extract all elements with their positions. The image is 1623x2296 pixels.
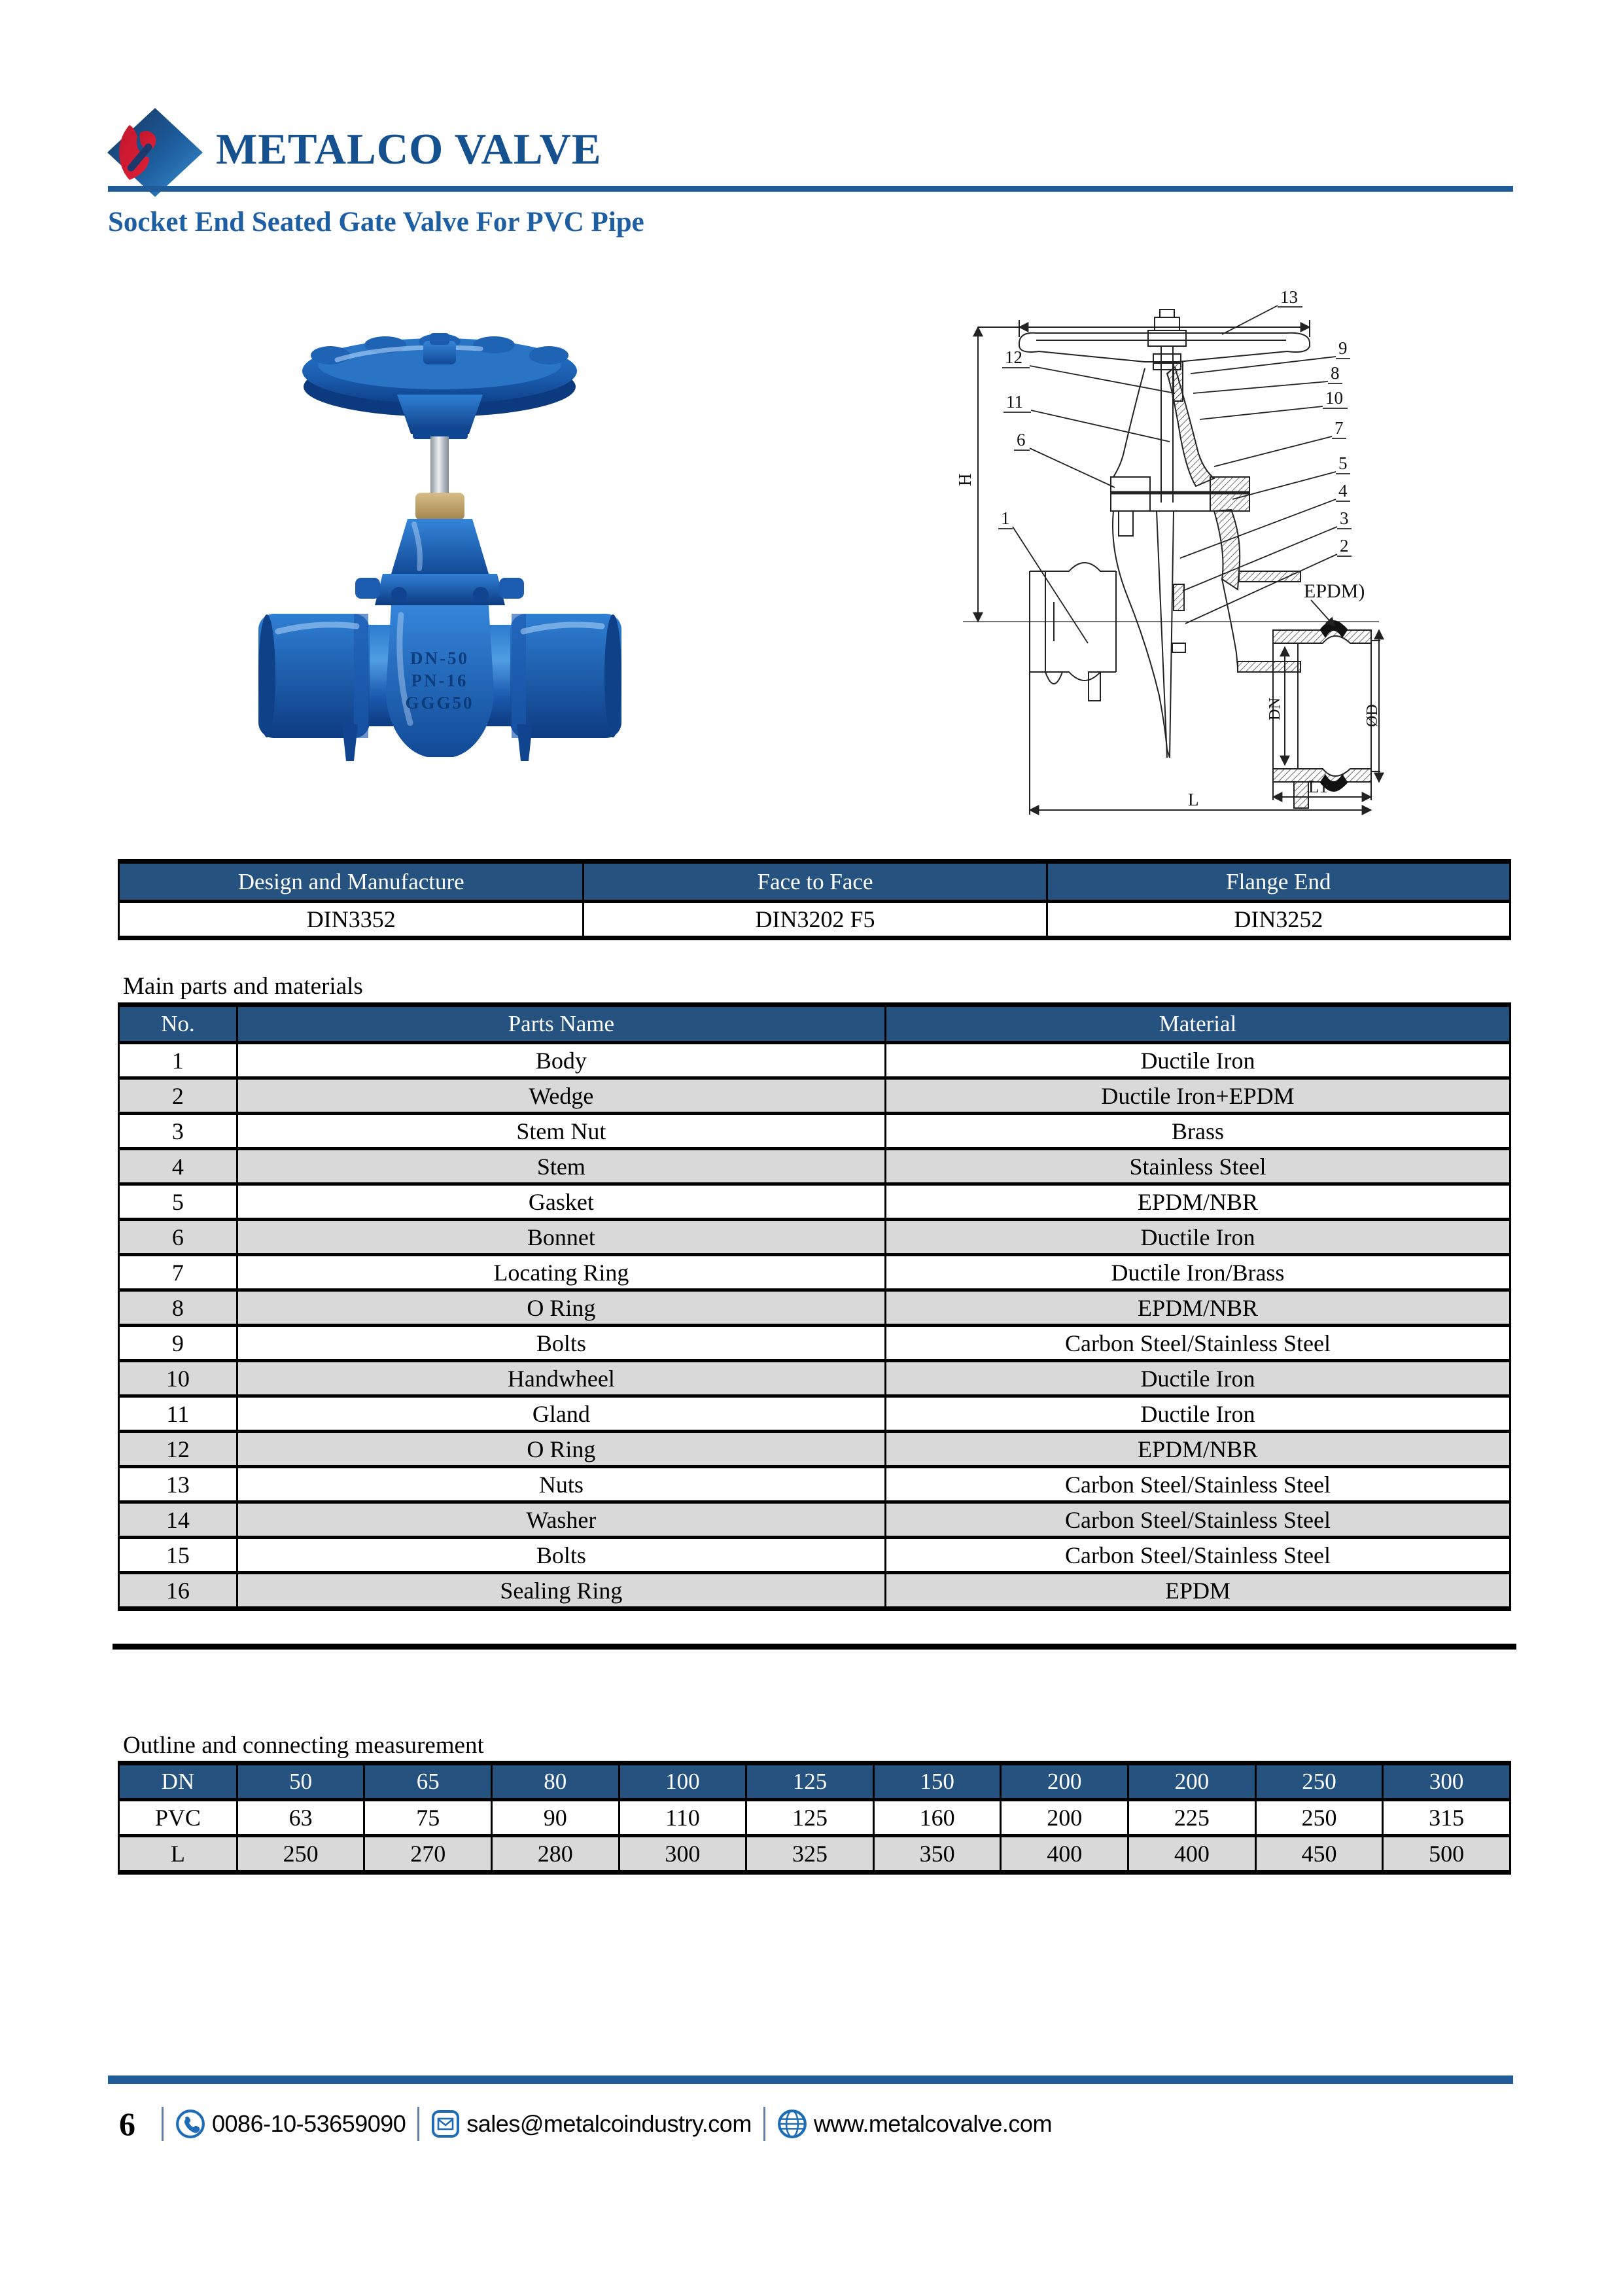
table-row: [119, 1396, 1510, 1432]
callout-9: 9: [1338, 338, 1348, 358]
dn-cell: 300: [1383, 1763, 1510, 1800]
part-name: Stem: [237, 1149, 885, 1184]
part-material: Stainless Steel: [885, 1149, 1510, 1184]
pvc-cell: 75: [364, 1800, 492, 1836]
seal-material-label: EPDM): [1304, 580, 1365, 602]
footer-website-text: www.metalcovalve.com: [813, 2110, 1052, 2137]
part-no: 8: [119, 1290, 237, 1326]
standards-value-flange: DIN3252: [1047, 902, 1510, 938]
pvc-cell: 200: [1001, 1800, 1128, 1836]
parts-table: [118, 1002, 1511, 1611]
table-row: [119, 1573, 1510, 1609]
part-material: Ductile Iron: [885, 1361, 1510, 1396]
callout-8: 8: [1331, 363, 1340, 383]
part-no: 14: [119, 1502, 237, 1538]
dn-cell: DN: [119, 1763, 237, 1800]
part-name: O Ring: [237, 1432, 885, 1467]
part-material: EPDM/NBR: [885, 1290, 1510, 1326]
page-title: Socket End Seated Gate Valve For PVC Pipe: [108, 207, 644, 238]
table-row: [119, 1220, 1510, 1255]
standards-header-face: Face to Face: [584, 862, 1047, 902]
part-material: Brass: [885, 1114, 1510, 1149]
l-cell: 250: [237, 1836, 364, 1873]
pvc-cell: 225: [1128, 1800, 1256, 1836]
embossed-dn: DN-50: [410, 648, 469, 668]
part-material: EPDM/NBR: [885, 1184, 1510, 1220]
part-no: 1: [119, 1043, 237, 1078]
dim-h-label: H: [955, 473, 975, 486]
dim-dn-label: DN: [1266, 698, 1283, 720]
part-no: 15: [119, 1538, 237, 1573]
dim-l-label: L: [1188, 790, 1199, 809]
dn-cell: 150: [873, 1763, 1001, 1800]
l-cell: 500: [1383, 1836, 1510, 1873]
pvc-cell: 160: [873, 1800, 1001, 1836]
part-no: 11: [119, 1396, 237, 1432]
header-rule: [108, 186, 1513, 192]
part-no: 12: [119, 1432, 237, 1467]
brand-name: METALCO VALVE: [216, 125, 602, 173]
part-no: 2: [119, 1078, 237, 1114]
table-row: [119, 1800, 1510, 1836]
l-cell: 400: [1001, 1836, 1128, 1873]
table-row: [119, 1538, 1510, 1573]
section-divider-rule: [113, 1644, 1516, 1650]
logo-diamond-icon: [106, 107, 204, 198]
phone-icon: [175, 2109, 205, 2139]
part-name: O Ring: [237, 1290, 885, 1326]
dn-cell: 125: [746, 1763, 874, 1800]
part-no: 5: [119, 1184, 237, 1220]
table-row: [119, 1502, 1510, 1538]
l-cell: 450: [1255, 1836, 1383, 1873]
l-cell: 350: [873, 1836, 1001, 1873]
standards-value-face: DIN3202 F5: [584, 902, 1047, 938]
table-row: [119, 1836, 1510, 1873]
callout-13: 13: [1280, 287, 1298, 307]
footer-divider: [162, 2107, 164, 2141]
table-row: [119, 1361, 1510, 1396]
callout-11: 11: [1006, 392, 1023, 412]
part-material: Ductile Iron: [885, 1396, 1510, 1432]
footer-email-text: sales@metalcoindustry.com: [466, 2110, 752, 2137]
table-row: [119, 1043, 1510, 1078]
part-name: Gland: [237, 1396, 885, 1432]
pvc-cell: 315: [1383, 1800, 1510, 1836]
table-row: [119, 1763, 1510, 1800]
part-name: Gasket: [237, 1184, 885, 1220]
l-cell: 325: [746, 1836, 874, 1873]
parts-section-label: Main parts and materials: [123, 973, 363, 1000]
part-material: Carbon Steel/Stainless Steel: [885, 1467, 1510, 1502]
outline-table: [118, 1761, 1511, 1875]
parts-header-material: Material: [885, 1005, 1510, 1043]
l-cell: L: [119, 1836, 237, 1873]
l-cell: 400: [1128, 1836, 1256, 1873]
standards-table: [118, 859, 1511, 940]
footer-email[interactable]: [431, 2110, 752, 2138]
l-cell: 280: [492, 1836, 620, 1873]
part-name: Wedge: [237, 1078, 885, 1114]
footer-phone-text: 0086-10-53659090: [212, 2110, 406, 2137]
parts-header-no: No.: [119, 1005, 237, 1043]
dn-cell: 100: [619, 1763, 746, 1800]
part-no: 16: [119, 1573, 237, 1609]
globe-icon: [777, 2109, 807, 2139]
part-no: 3: [119, 1114, 237, 1149]
footer-website[interactable]: [777, 2109, 1052, 2139]
part-no: 6: [119, 1220, 237, 1255]
callout-10: 10: [1325, 388, 1343, 408]
table-row: [119, 1290, 1510, 1326]
pvc-cell: PVC: [119, 1800, 237, 1836]
pvc-cell: 90: [492, 1800, 620, 1836]
table-row: [119, 1184, 1510, 1220]
table-row: [119, 1078, 1510, 1114]
part-name: Bolts: [237, 1326, 885, 1361]
dim-od-label: ØD: [1364, 704, 1381, 727]
part-no: 9: [119, 1326, 237, 1361]
callout-7: 7: [1335, 418, 1344, 438]
part-name: Locating Ring: [237, 1255, 885, 1290]
callout-4: 4: [1338, 481, 1348, 501]
part-material: Ductile Iron/Brass: [885, 1255, 1510, 1290]
part-material: EPDM: [885, 1573, 1510, 1609]
footer-divider: [417, 2107, 419, 2141]
l-cell: 300: [619, 1836, 746, 1873]
part-name: Stem Nut: [237, 1114, 885, 1149]
mail-icon: [431, 2110, 460, 2138]
part-material: Carbon Steel/Stainless Steel: [885, 1326, 1510, 1361]
table-row: [119, 1432, 1510, 1467]
dn-cell: 65: [364, 1763, 492, 1800]
standards-value-design: DIN3352: [119, 902, 584, 938]
part-material: Ductile Iron: [885, 1043, 1510, 1078]
table-row: [119, 1467, 1510, 1502]
part-material: Ductile Iron+EPDM: [885, 1078, 1510, 1114]
embossed-ggg: GGG50: [405, 693, 474, 713]
valve-section-drawing: [947, 277, 1387, 821]
part-name: Body: [237, 1043, 885, 1078]
parts-header-name: Parts Name: [237, 1005, 885, 1043]
callout-12: 12: [1005, 347, 1022, 367]
footer-divider: [763, 2107, 765, 2141]
callout-5: 5: [1338, 453, 1348, 473]
valve-photo: [258, 324, 621, 766]
part-no: 10: [119, 1361, 237, 1396]
table-row: [119, 1149, 1510, 1184]
part-material: Carbon Steel/Stainless Steel: [885, 1538, 1510, 1573]
part-material: EPDM/NBR: [885, 1432, 1510, 1467]
pvc-cell: 110: [619, 1800, 746, 1836]
standards-header-design: Design and Manufacture: [119, 862, 584, 902]
standards-header-flange: Flange End: [1047, 862, 1510, 902]
dn-cell: 250: [1255, 1763, 1383, 1800]
page-number: 6: [119, 2106, 135, 2142]
part-no: 4: [119, 1149, 237, 1184]
callout-2: 2: [1340, 536, 1349, 556]
pvc-cell: 125: [746, 1800, 874, 1836]
part-name: Nuts: [237, 1467, 885, 1502]
part-material: Carbon Steel/Stainless Steel: [885, 1502, 1510, 1538]
table-row: [119, 1114, 1510, 1149]
dn-cell: 200: [1001, 1763, 1128, 1800]
dim-l1-label: L1: [1308, 777, 1328, 796]
footer-phone: [175, 2109, 406, 2139]
part-name: Bonnet: [237, 1220, 885, 1255]
table-row: [119, 1255, 1510, 1290]
part-no: 7: [119, 1255, 237, 1290]
l-cell: 270: [364, 1836, 492, 1873]
embossed-pn: PN-16: [411, 671, 468, 690]
callout-1: 1: [1001, 508, 1010, 528]
table-row: [119, 1326, 1510, 1361]
footer-rule: [108, 2075, 1513, 2084]
callout-3: 3: [1340, 508, 1349, 528]
dn-cell: 200: [1128, 1763, 1256, 1800]
pvc-cell: 63: [237, 1800, 364, 1836]
callout-6: 6: [1017, 430, 1026, 450]
part-name: Washer: [237, 1502, 885, 1538]
part-no: 13: [119, 1467, 237, 1502]
outline-section-label: Outline and connecting measurement: [123, 1732, 484, 1759]
part-material: Ductile Iron: [885, 1220, 1510, 1255]
part-name: Bolts: [237, 1538, 885, 1573]
dn-cell: 50: [237, 1763, 364, 1800]
dn-cell: 80: [492, 1763, 620, 1800]
part-name: Sealing Ring: [237, 1573, 885, 1609]
part-name: Handwheel: [237, 1361, 885, 1396]
footer: [119, 2103, 1493, 2145]
pvc-cell: 250: [1255, 1800, 1383, 1836]
